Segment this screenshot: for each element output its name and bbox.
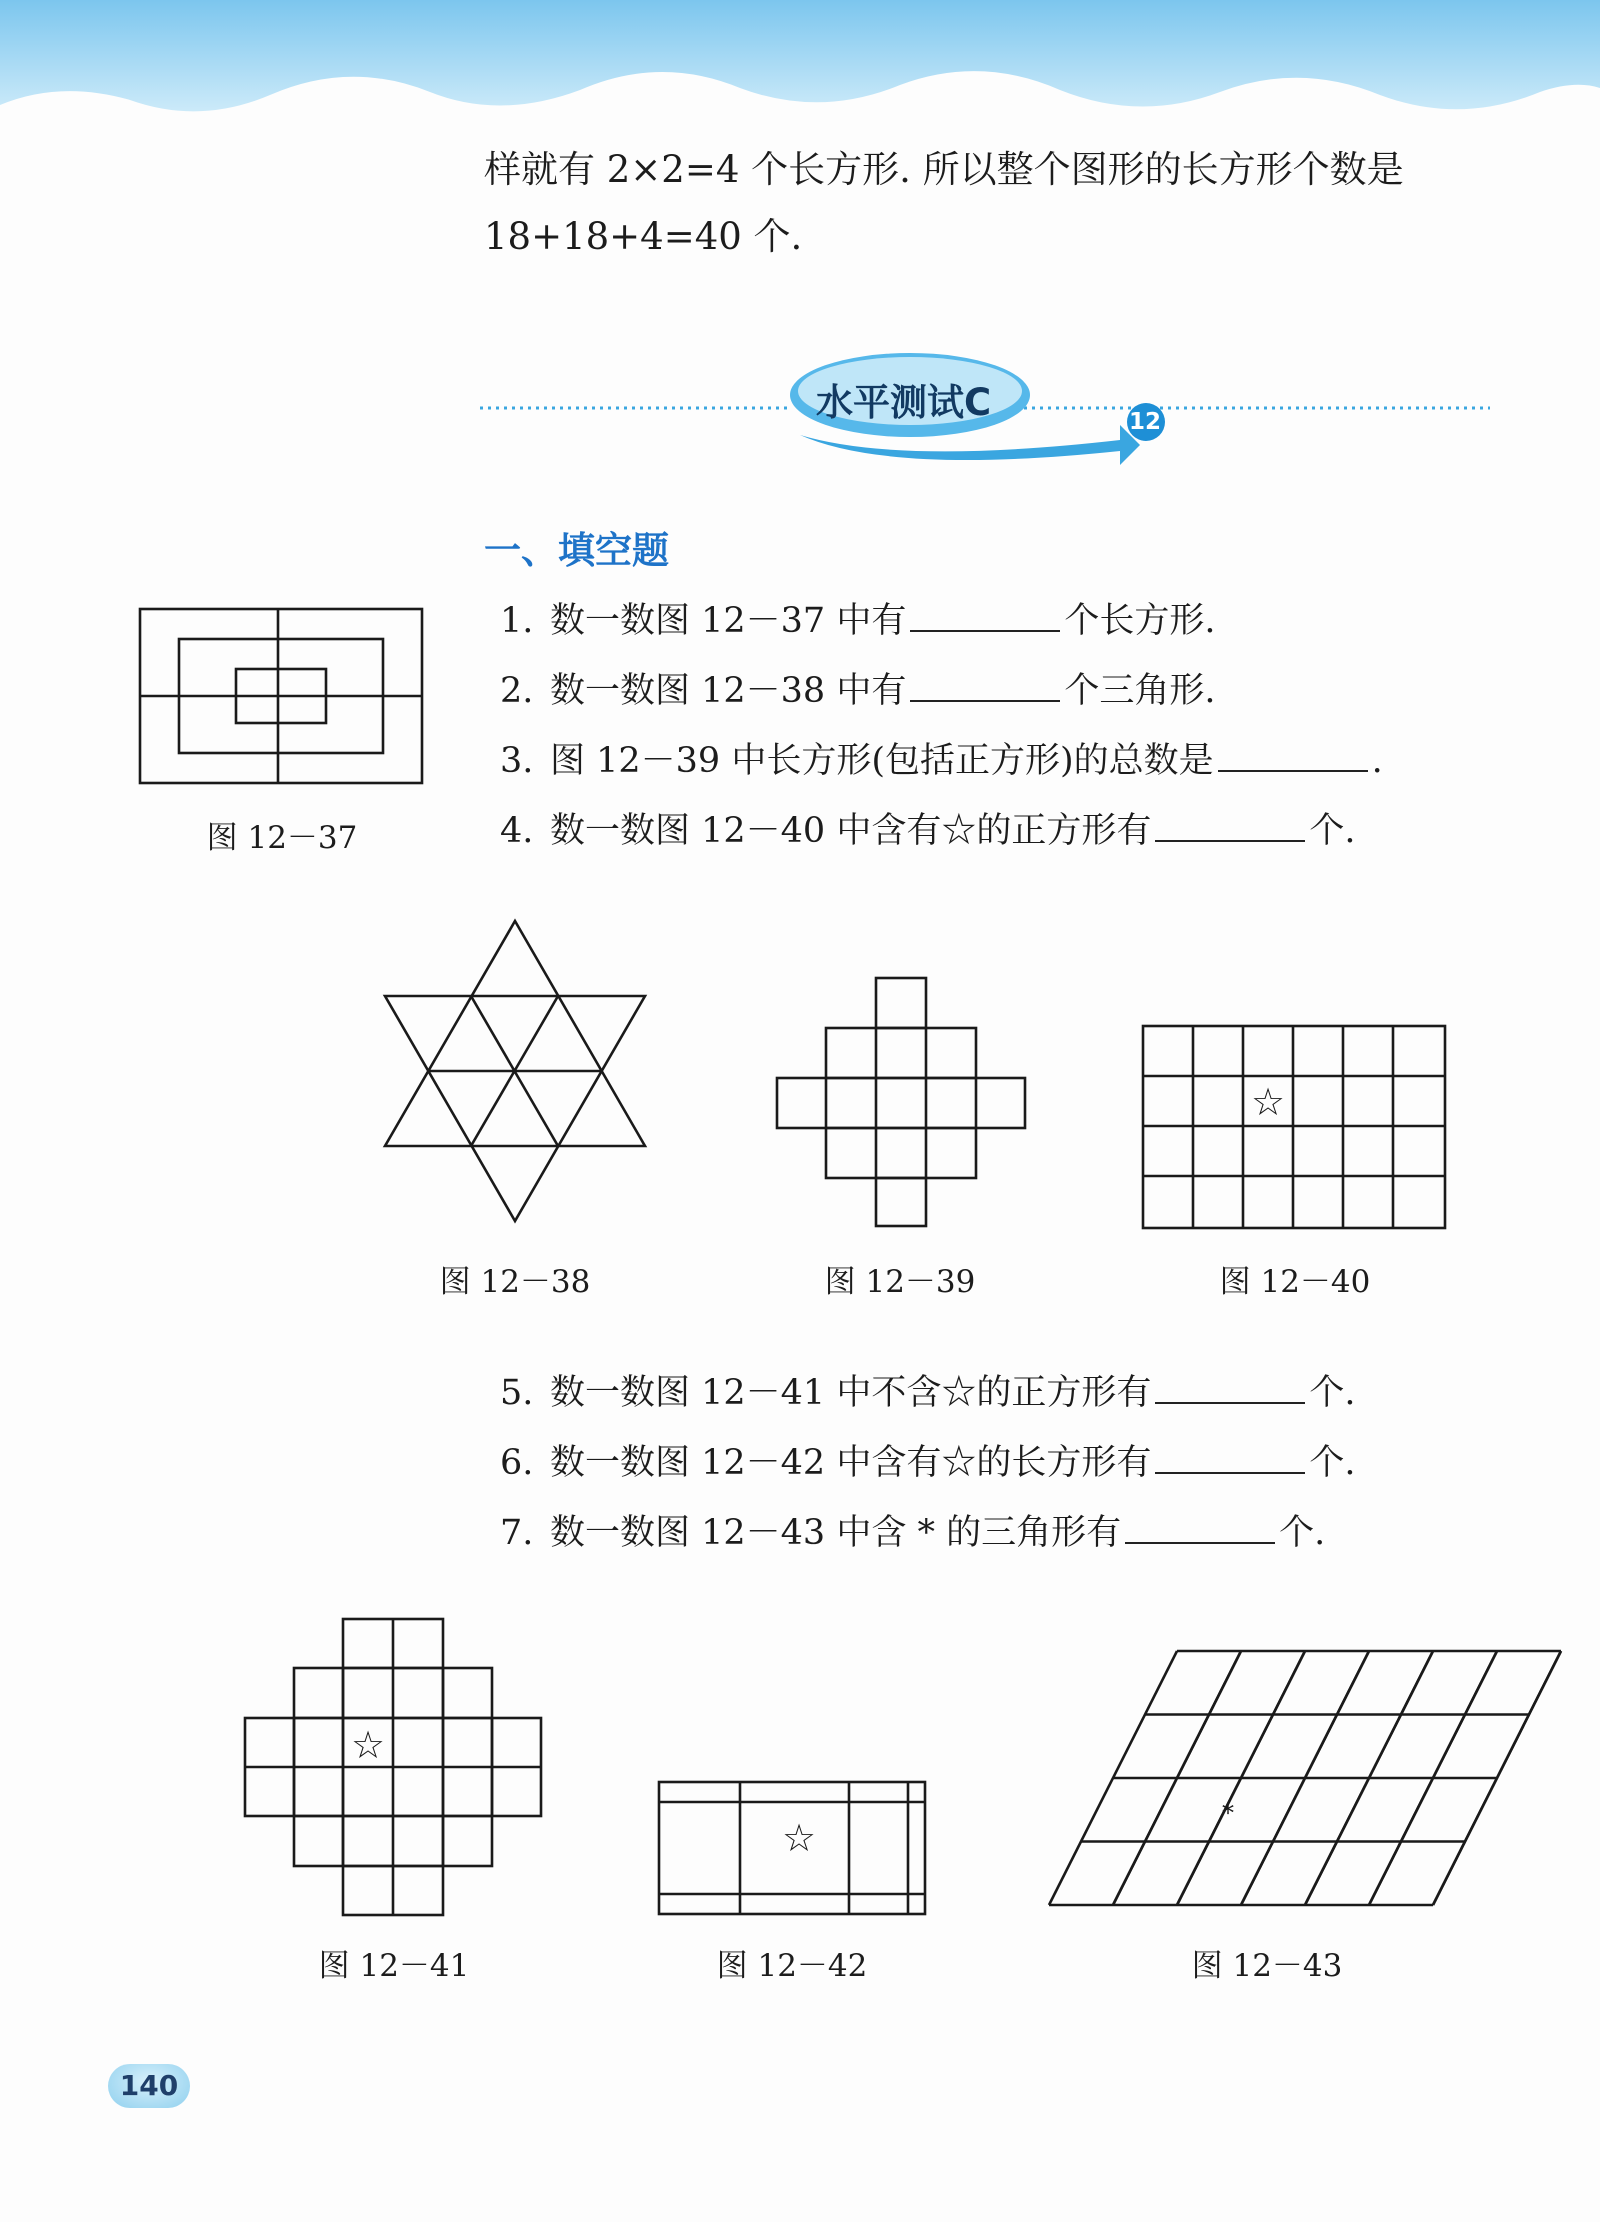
star-mark: ☆ <box>350 1723 386 1767</box>
asterisk-mark: * <box>1222 1799 1234 1827</box>
answer-blank[interactable] <box>1218 732 1368 772</box>
question-number: 4. <box>500 811 534 851</box>
figure-caption: 图 12－37 <box>206 820 358 856</box>
figure-caption: 图 12－42 <box>716 1948 868 1984</box>
question-text-tail: 个长方形. <box>1064 601 1216 641</box>
question-number: 2. <box>500 671 534 711</box>
question-list-1 <box>500 592 1383 872</box>
question-item <box>500 1504 1355 1574</box>
question-text-tail: 个. <box>1279 1513 1326 1553</box>
question-text: 数一数图 12－42 中含有☆的长方形有 <box>550 1443 1152 1483</box>
figure-12-40 <box>1142 1025 1446 1229</box>
question-text: 图 12－39 中长方形(包括正方形)的总数是 <box>550 741 1214 781</box>
question-item <box>500 802 1383 872</box>
question-item <box>500 592 1383 662</box>
question-item <box>500 732 1383 802</box>
banner-title: 水平测试C <box>816 381 992 424</box>
section-title: 一、填空题 <box>484 529 669 572</box>
figure-caption: 图 12－41 <box>318 1948 470 1984</box>
figure-12-37 <box>139 608 423 784</box>
answer-blank[interactable] <box>1155 1434 1305 1474</box>
answer-blank[interactable] <box>1155 1364 1305 1404</box>
question-text-tail: 个三角形. <box>1064 671 1216 711</box>
question-text: 数一数图 12－38 中有 <box>550 671 907 711</box>
question-item <box>500 1434 1355 1504</box>
question-item <box>500 1364 1355 1434</box>
question-number: 7. <box>500 1513 534 1553</box>
question-text: 数一数图 12－40 中含有☆的正方形有 <box>550 811 1152 851</box>
figure-12-41 <box>244 1618 542 1916</box>
question-text: 数一数图 12－43 中含 * 的三角形有 <box>550 1513 1122 1553</box>
figure-caption: 图 12－43 <box>1191 1948 1343 1984</box>
question-text-tail: 个. <box>1309 1373 1356 1413</box>
figure-12-38 <box>384 920 646 1222</box>
figure-12-42 <box>658 1781 926 1915</box>
intro-line-2: 18+18+4=40 个. <box>484 215 803 258</box>
answer-blank[interactable] <box>1155 802 1305 842</box>
question-number: 1. <box>500 601 534 641</box>
question-number: 6. <box>500 1443 534 1483</box>
figure-12-39 <box>776 977 1026 1227</box>
chapter-badge: 12 <box>1128 409 1161 435</box>
star-mark: ☆ <box>781 1816 817 1860</box>
answer-blank[interactable] <box>1125 1504 1275 1544</box>
question-number: 3. <box>500 741 534 781</box>
figure-caption: 图 12－39 <box>824 1264 976 1300</box>
page-number: 140 <box>108 2064 190 2108</box>
question-text-tail: 个. <box>1309 811 1356 851</box>
header-cloud-band <box>0 0 1600 130</box>
question-text-tail: . <box>1371 741 1383 781</box>
question-text: 数一数图 12－37 中有 <box>550 601 907 641</box>
question-text-tail: 个. <box>1309 1443 1356 1483</box>
figure-12-43 <box>1048 1650 1482 1906</box>
figure-caption: 图 12－38 <box>439 1264 591 1300</box>
question-item <box>500 662 1383 732</box>
question-text: 数一数图 12－41 中不含☆的正方形有 <box>550 1373 1152 1413</box>
figure-caption: 图 12－40 <box>1219 1264 1371 1300</box>
star-mark: ☆ <box>1250 1080 1286 1124</box>
question-list-2 <box>500 1364 1355 1574</box>
answer-blank[interactable] <box>910 592 1060 632</box>
question-number: 5. <box>500 1373 534 1413</box>
intro-line-1: 样就有 2×2=4 个长方形. 所以整个图形的长方形个数是 <box>484 148 1404 191</box>
answer-blank[interactable] <box>910 662 1060 702</box>
